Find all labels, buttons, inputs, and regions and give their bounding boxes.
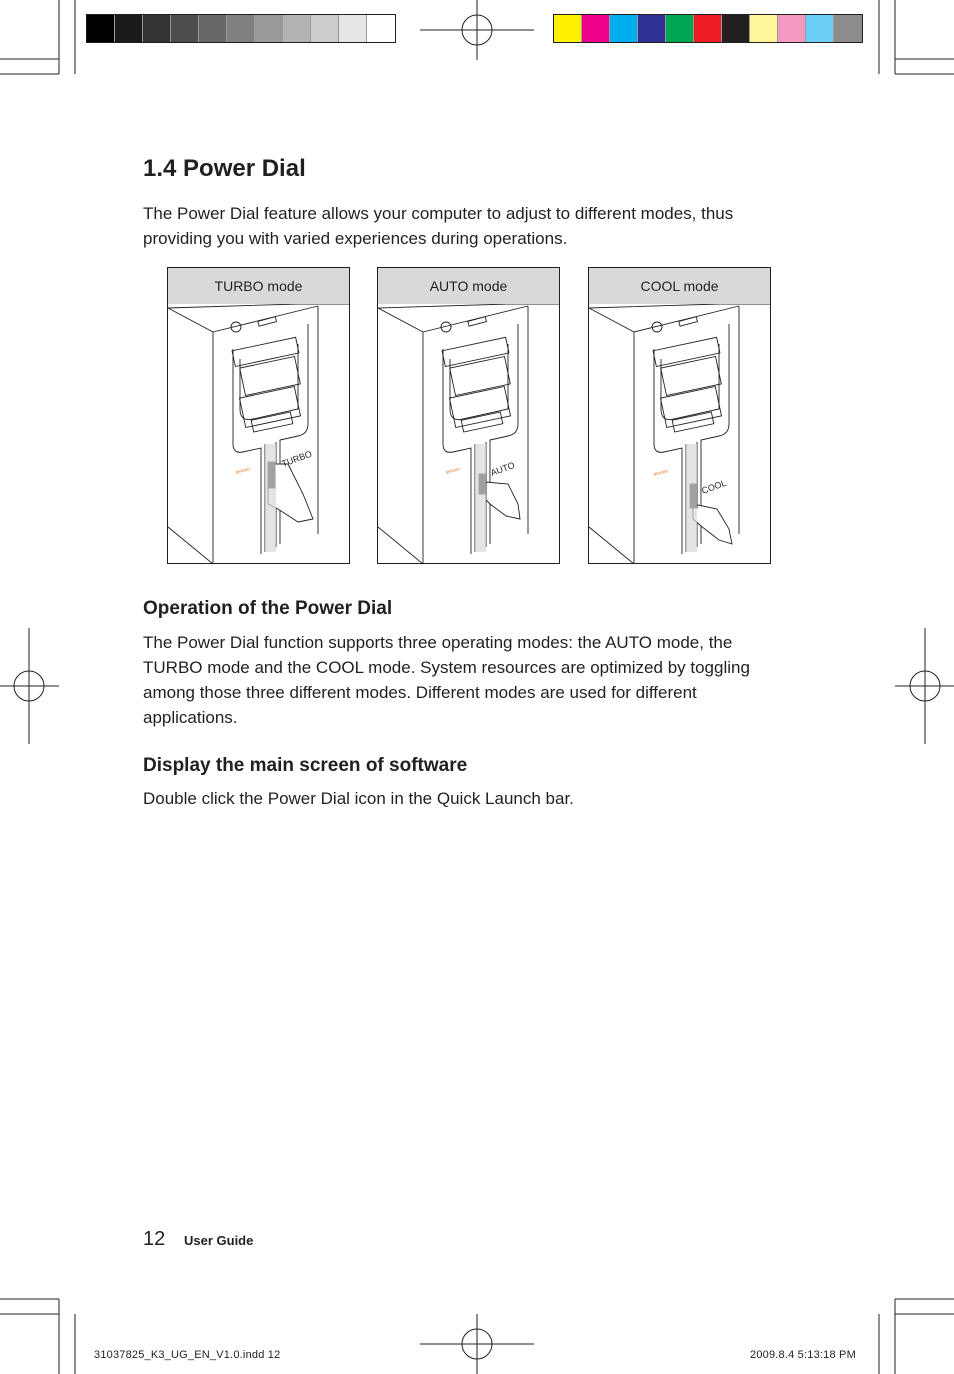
color-swatch <box>834 15 862 42</box>
display-paragraph: Double click the Power Dial icon in the Quick Launch bar. <box>143 789 574 808</box>
operation-paragraph: The Power Dial function supports three operating modes: the AUTO mode, the TURBO mode and the COOL mode. System resources are optimized by toggling among those three different modes. Different modes are used for different applications. <box>143 633 750 727</box>
color-swatch <box>227 15 255 42</box>
process-color-bar <box>553 14 863 43</box>
page-number: 12 <box>143 1228 166 1250</box>
pc-tower-cool-illustration <box>589 304 771 564</box>
slug-filename: 31037825_K3_UG_EN_V1.0.indd 12 <box>94 1349 281 1361</box>
display-heading: Display the main screen of software <box>143 755 468 776</box>
color-swatch <box>255 15 283 42</box>
color-swatch <box>115 15 143 42</box>
intro-paragraph: The Power Dial feature allows your computer to adjust to different modes, thus providing you with varied experiences during operations. <box>143 204 734 248</box>
color-swatch <box>638 15 666 42</box>
color-swatch <box>554 15 582 42</box>
panel-title: AUTO mode <box>378 268 559 304</box>
brand-logo: lenovo <box>444 466 461 476</box>
color-swatch <box>610 15 638 42</box>
color-swatch <box>283 15 311 42</box>
operation-heading: Operation of the Power Dial <box>143 598 393 619</box>
turbo-mode-panel <box>167 267 350 564</box>
dial-label: TURBO <box>280 448 314 469</box>
pc-tower-auto-illustration <box>378 304 560 564</box>
color-swatch <box>666 15 694 42</box>
color-swatch <box>199 15 227 42</box>
color-swatch <box>311 15 339 42</box>
color-swatch <box>367 15 395 42</box>
color-swatch <box>143 15 171 42</box>
pc-tower-turbo-illustration <box>168 304 350 564</box>
color-swatch <box>87 15 115 42</box>
color-swatch <box>750 15 778 42</box>
panel-title: COOL mode <box>589 268 770 304</box>
brand-logo: lenovo <box>652 468 669 478</box>
dial-label: COOL <box>700 477 728 496</box>
color-swatch <box>806 15 834 42</box>
slug-timestamp: 2009.8.4 5:13:18 PM <box>750 1349 856 1361</box>
grayscale-color-bar <box>86 14 396 43</box>
brand-logo: lenovo <box>234 466 251 476</box>
color-swatch <box>722 15 750 42</box>
color-swatch <box>582 15 610 42</box>
color-swatch <box>171 15 199 42</box>
section-title: 1.4 Power Dial <box>143 155 306 182</box>
color-swatch <box>778 15 806 42</box>
panel-title: TURBO mode <box>168 268 349 304</box>
cool-mode-panel <box>588 267 771 564</box>
auto-mode-panel <box>377 267 560 564</box>
dial-label: AUTO <box>489 459 517 478</box>
footer-label: User Guide <box>184 1233 254 1248</box>
color-swatch <box>339 15 367 42</box>
color-swatch <box>694 15 722 42</box>
